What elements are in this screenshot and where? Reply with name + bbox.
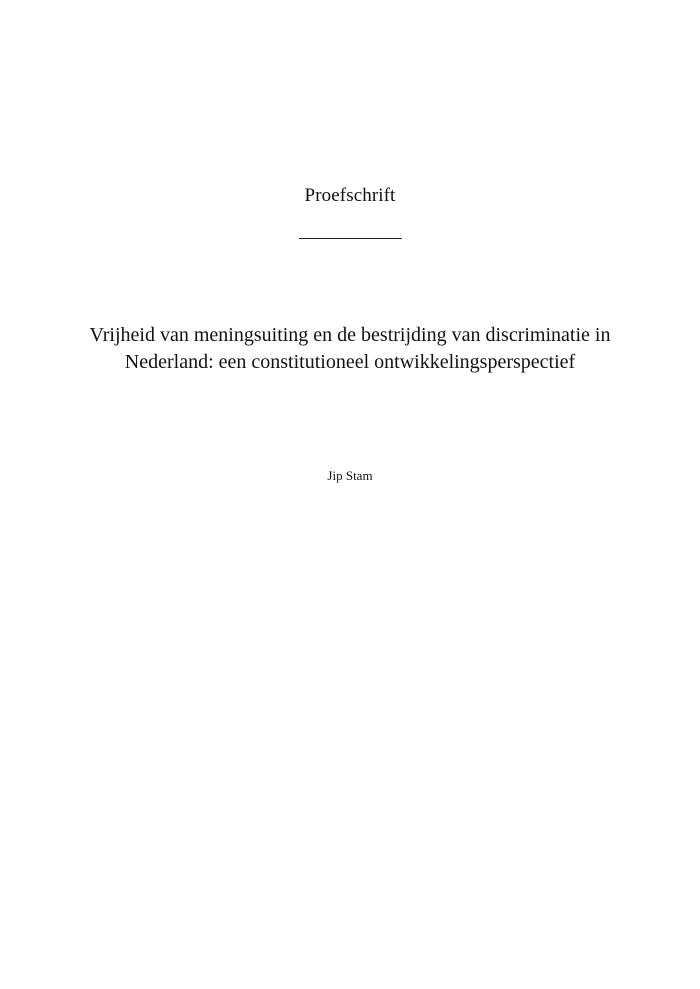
document-title: Vrijheid van meningsuiting en de bestrijding van discriminatie in Nederland: een constitutioneel ontwikkelingsperspectief bbox=[89, 324, 611, 373]
document-type-label: Proefschrift bbox=[304, 185, 396, 206]
author-name: Jip Stam bbox=[327, 468, 373, 483]
separator-rule bbox=[299, 238, 402, 239]
